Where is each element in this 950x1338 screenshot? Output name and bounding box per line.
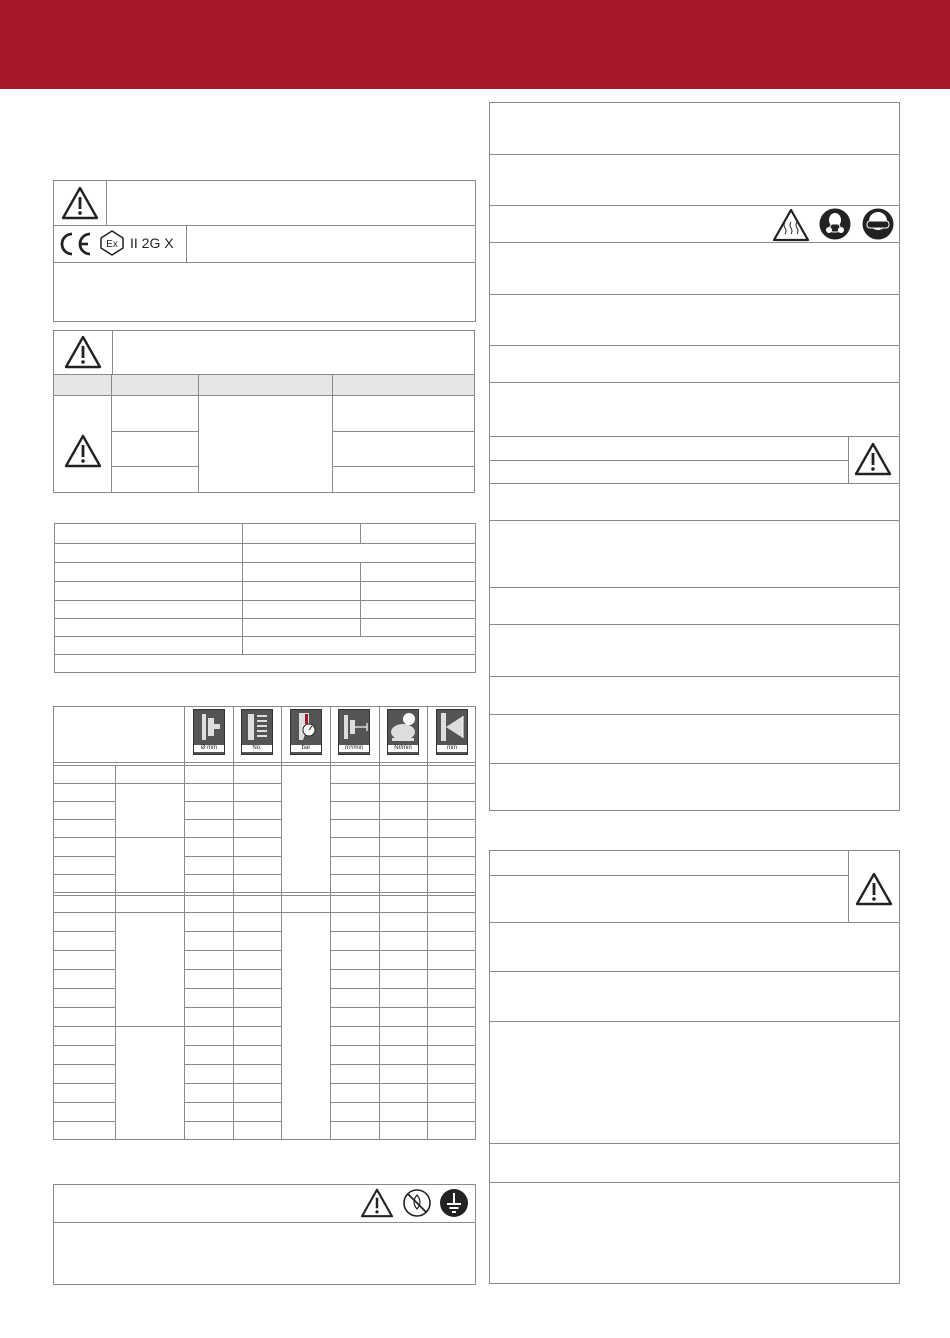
- unit-label: bar: [291, 745, 321, 752]
- grounding-icon: [439, 1188, 469, 1218]
- pressure-pictogram: [290, 709, 322, 755]
- header-fill: [0, 0, 950, 89]
- unit-label: Ø mm: [194, 745, 224, 752]
- table-header-row: [54, 374, 474, 396]
- warning-triangle-icon: [61, 186, 99, 220]
- warning-triangle-icon: [64, 434, 102, 468]
- grounding-warning-box: [53, 1184, 476, 1285]
- spec-table: [53, 706, 476, 1140]
- nozzle-size-pictogram: [193, 709, 225, 755]
- air-volume-pictogram: [338, 709, 370, 755]
- warning-triangle-icon: [360, 1188, 394, 1218]
- no-ignition-icon: [402, 1188, 432, 1218]
- atex-warning-box: [53, 180, 476, 322]
- respirator-icon: [819, 208, 851, 240]
- unit-label: mm: [437, 745, 467, 752]
- safety-goggles-icon: [862, 208, 894, 240]
- warning-triangle-icon: [854, 442, 892, 476]
- toxic-fumes-icon: [772, 208, 810, 242]
- spray-width-pictogram: [436, 709, 468, 755]
- unit-label: m³/min: [339, 745, 369, 752]
- safety-instructions-box: [489, 102, 900, 811]
- unit-label: No.: [242, 745, 272, 752]
- unit-label: Nℓ/min: [388, 745, 418, 752]
- atex-marking: II 2G X: [130, 235, 174, 251]
- svg-text:Ex: Ex: [106, 239, 118, 250]
- warning-icon-cell: [54, 331, 113, 374]
- air-consumption-pictogram: [387, 709, 419, 755]
- ce-ex-cell: [54, 225, 187, 262]
- warning-icon-cell: [54, 181, 107, 225]
- data-table: [54, 523, 476, 673]
- operation-instructions-box: [489, 850, 900, 1284]
- ex-mark-icon: [98, 229, 126, 257]
- warning-triangle-icon: [64, 335, 102, 369]
- header-band: [0, 0, 950, 89]
- warning-triangle-icon: [855, 872, 893, 906]
- warning-table-box: [53, 330, 475, 493]
- needle-number-pictogram: [241, 709, 273, 755]
- ce-mark-icon: [58, 231, 94, 257]
